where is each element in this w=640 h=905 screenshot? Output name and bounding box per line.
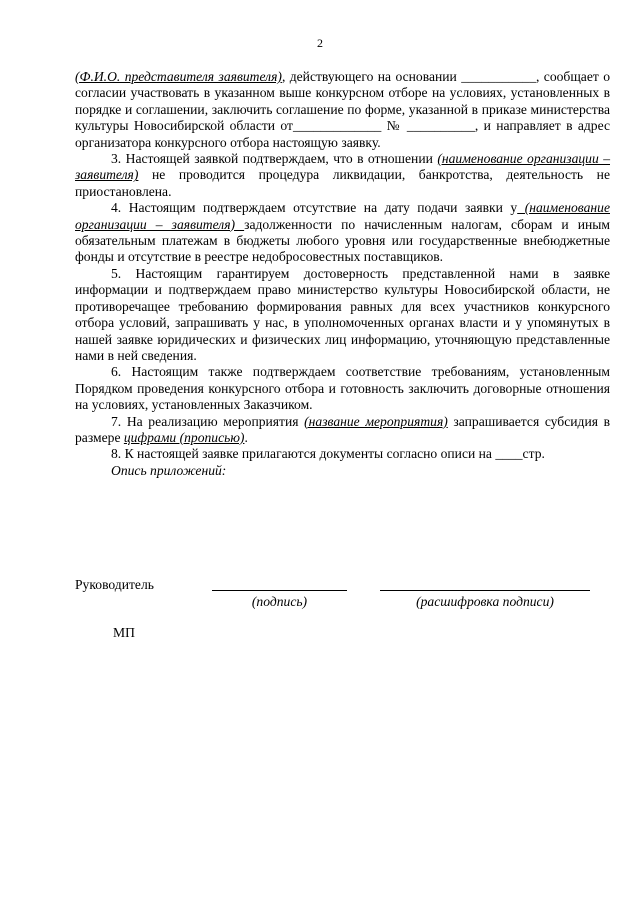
paragraph-4	[75, 200, 610, 266]
paragraph-text: 3. Настоящей заявкой подтверждаем, что в отношении	[111, 151, 438, 167]
signature-caption: (подпись)	[251, 594, 308, 609]
organization-placeholder: (наименование организации – заявителя)	[75, 151, 610, 183]
paragraph-text: .	[244, 429, 248, 445]
stamp-placeholder: МП	[113, 625, 135, 640]
paragraph-8: 8. К настоящей заявке прилагаются документы согласно описи на ____стр.	[111, 446, 545, 462]
signature-line	[212, 590, 347, 591]
paragraph-text: запрашивается субсидия в размере	[75, 413, 611, 445]
transcript-line	[380, 590, 590, 591]
attachments-list-title: Опись приложений:	[111, 462, 227, 478]
transcript-caption: (расшифровка подписи)	[416, 594, 554, 609]
paragraph-text: 4. Настоящим подтверждаем отсутствие на дату подачи заявки у	[111, 200, 518, 216]
page-number: 2	[317, 36, 323, 50]
paragraph-6: 6. Настоящим также подтверждаем соответствие требованиям, установленным Порядком проведения конкурсного отбора и готовность заключить договорные отношения на условиях, установленных Заказчиком.	[75, 364, 610, 413]
paragraph-applicant	[75, 69, 610, 151]
amount-placeholder: цифрами (прописью)	[123, 429, 245, 445]
signer-role: Руководитель	[75, 577, 154, 592]
event-name-placeholder: (название мероприятия)	[304, 413, 448, 429]
paragraph-text: , действующего на основании ___________, сообщает о согласии участвовать в указанном выше конкурсном отборе на условиях, установленных в порядке и соглашении, заключить соглашение по форме, указанной в приказе министерства культуры Новосибирской области от_____________ № __________, и направляет в адрес организатора конкурсного отбора настоящую заявку.	[75, 69, 611, 150]
paragraph-7	[75, 414, 610, 447]
applicant-rep-placeholder: (Ф.И.О. представителя заявителя)	[75, 69, 282, 84]
organization-placeholder: (наименование организации – заявителя)	[75, 200, 610, 232]
document-body	[75, 69, 610, 479]
paragraph-text: 7. На реализацию мероприятия	[111, 413, 305, 429]
paragraph-text: не проводится процедура ликвидации, банкротства, деятельность не приостановлена.	[75, 167, 610, 199]
paragraph-3	[75, 151, 610, 200]
paragraph-text: задолженности по начисленным налогам, сборам и иным обязательным платежам в бюджеты любого уровня или государственные внебюджетные фонды и отсутствие в реестре недобросовестных поставщиков.	[75, 216, 610, 265]
paragraph-5: 5. Настоящим гарантируем достоверность представленной нами в заявке информации и подтверждаем право министерство культуры Новосибирской области, не противоречащее требованию формирования равных для всех участников конкурсного отбора условий, запрашивать у нас, в уполномоченных органах власти и у упомянутых в нашей заявке юридических и физических лиц информацию, уточняющую представленные нами в ней сведения.	[75, 265, 610, 363]
